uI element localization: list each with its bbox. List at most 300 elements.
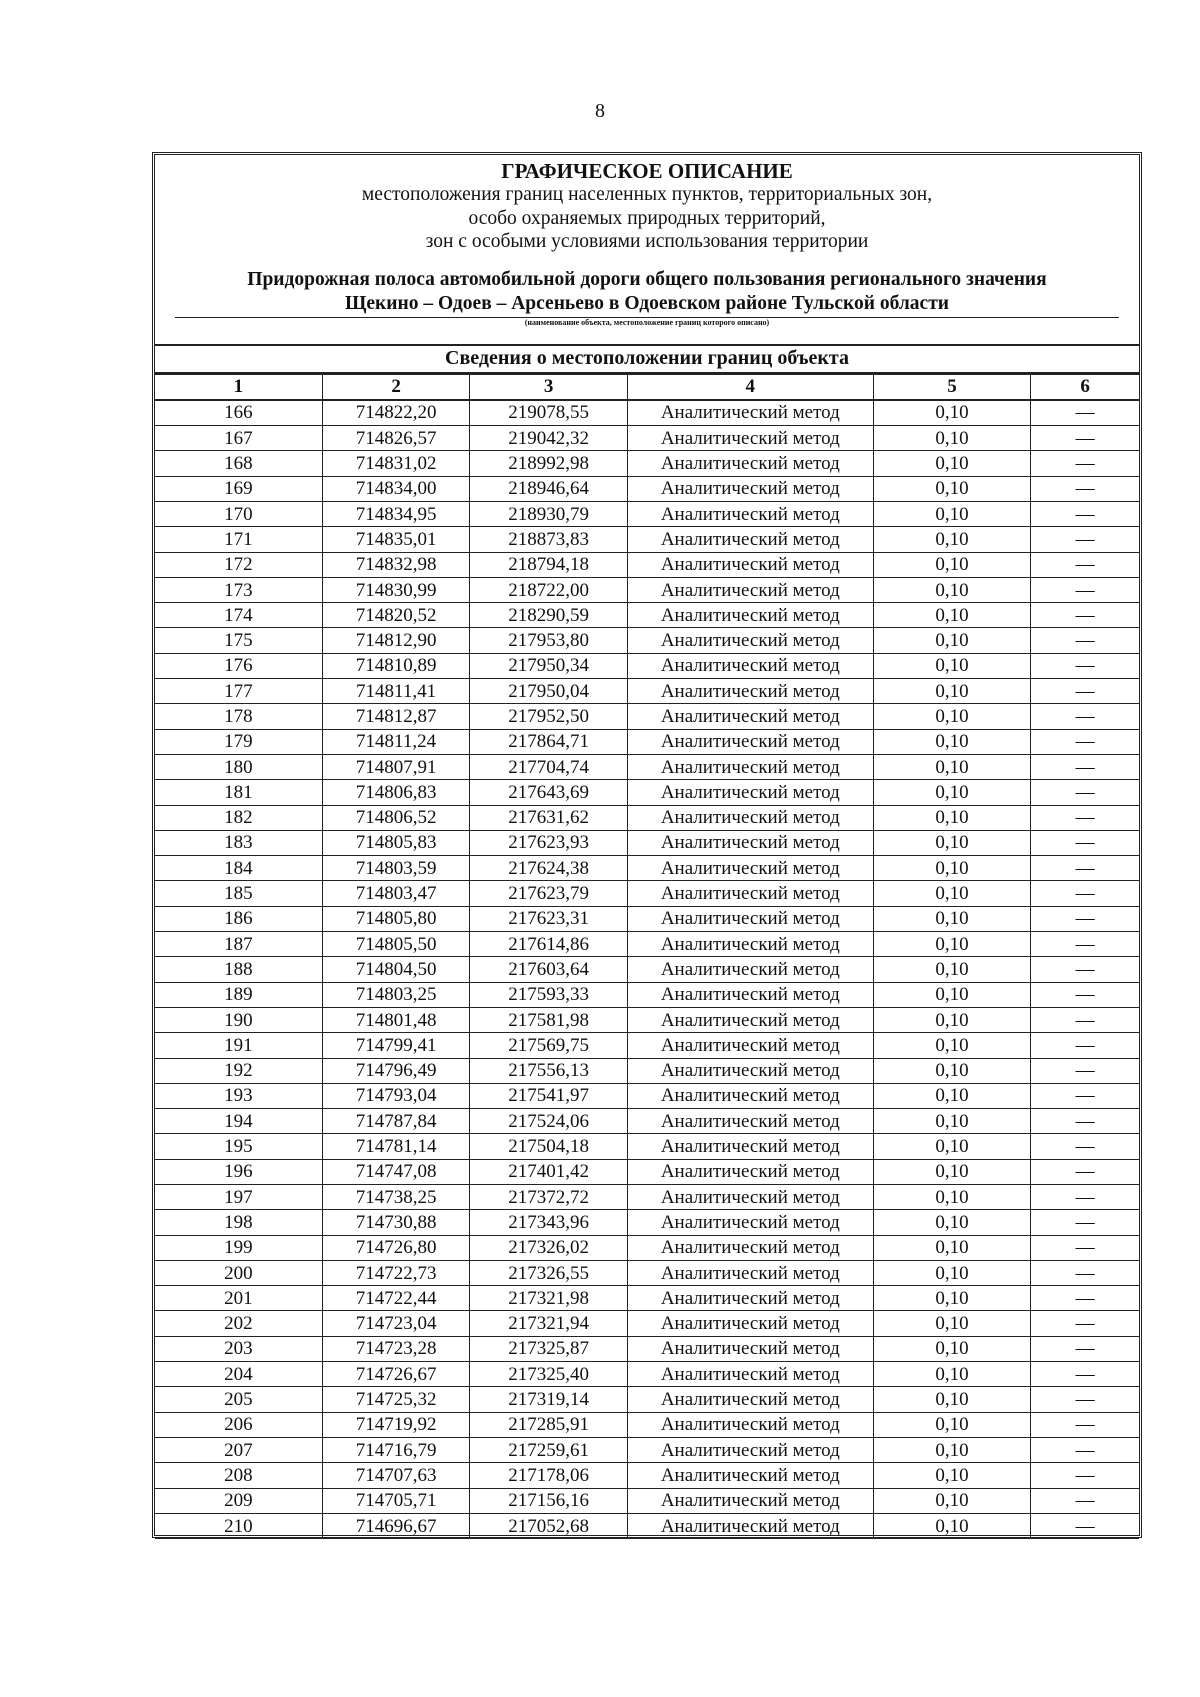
description-cell: — [1031,501,1139,526]
point-number-cell: 199 [155,1235,322,1260]
y-coordinate-cell: 217259,61 [470,1437,627,1462]
object-name-line: Щекино – Одоев – Арсеньево в Одоевском районе Тульской области [344,292,950,314]
x-coordinate-cell: 714822,20 [322,400,470,426]
accuracy-cell: 0,10 [873,1513,1030,1538]
point-number-cell: 209 [155,1488,322,1513]
method-cell: Аналитический метод [627,1463,873,1488]
accuracy-cell: 0,10 [873,932,1030,957]
accuracy-cell: 0,10 [873,704,1030,729]
method-cell: Аналитический метод [627,451,873,476]
method-cell: Аналитический метод [627,1007,873,1032]
point-number-cell: 210 [155,1513,322,1538]
x-coordinate-cell: 714801,48 [322,1007,470,1032]
point-number-cell: 189 [155,982,322,1007]
y-coordinate-cell: 217156,16 [470,1488,627,1513]
point-number-cell: 181 [155,780,322,805]
point-number-cell: 179 [155,729,322,754]
table-row [155,679,1139,704]
point-number-cell: 166 [155,400,322,426]
x-coordinate-cell: 714726,67 [322,1362,470,1387]
y-coordinate-cell: 217178,06 [470,1463,627,1488]
method-cell: Аналитический метод [627,729,873,754]
y-coordinate-cell: 217581,98 [470,1007,627,1032]
table-row [155,957,1139,982]
point-number-cell: 198 [155,1210,322,1235]
y-coordinate-cell: 217950,04 [470,679,627,704]
description-cell: — [1031,1109,1139,1134]
x-coordinate-cell: 714826,57 [322,426,470,451]
description-cell: — [1031,982,1139,1007]
accuracy-cell: 0,10 [873,957,1030,982]
y-coordinate-cell: 217285,91 [470,1412,627,1437]
method-cell: Аналитический метод [627,1260,873,1285]
point-number-cell: 191 [155,1033,322,1058]
accuracy-cell: 0,10 [873,1109,1030,1134]
accuracy-cell: 0,10 [873,1286,1030,1311]
y-coordinate-cell: 217643,69 [470,780,627,805]
method-cell: Аналитический метод [627,653,873,678]
accuracy-cell: 0,10 [873,982,1030,1007]
accuracy-cell: 0,10 [873,1235,1030,1260]
table-row [155,1437,1139,1462]
x-coordinate-cell: 714835,01 [322,527,470,552]
method-cell: Аналитический метод [627,1387,873,1412]
table-row [155,1159,1139,1184]
description-cell: — [1031,1311,1139,1336]
point-number-cell: 186 [155,906,322,931]
method-cell: Аналитический метод [627,1185,873,1210]
y-coordinate-cell: 217631,62 [470,805,627,830]
x-coordinate-cell: 714787,84 [322,1109,470,1134]
y-coordinate-cell: 217343,96 [470,1210,627,1235]
table-row [155,1058,1139,1083]
description-cell: — [1031,1336,1139,1361]
method-cell: Аналитический метод [627,881,873,906]
x-coordinate-cell: 714804,50 [322,957,470,982]
description-cell: — [1031,1463,1139,1488]
y-coordinate-cell: 219042,32 [470,426,627,451]
x-coordinate-cell: 714793,04 [322,1083,470,1108]
y-coordinate-cell: 217864,71 [470,729,627,754]
point-number-cell: 188 [155,957,322,982]
method-cell: Аналитический метод [627,476,873,501]
method-cell: Аналитический метод [627,856,873,881]
y-coordinate-cell: 218290,59 [470,603,627,628]
y-coordinate-cell: 218930,79 [470,501,627,526]
description-cell: — [1031,830,1139,855]
x-coordinate-cell: 714722,73 [322,1260,470,1285]
table-row [155,628,1139,653]
description-cell: — [1031,1235,1139,1260]
x-coordinate-cell: 714738,25 [322,1185,470,1210]
description-cell: — [1031,1260,1139,1285]
point-number-cell: 187 [155,932,322,957]
method-cell: Аналитический метод [627,501,873,526]
y-coordinate-cell: 217541,97 [470,1083,627,1108]
method-cell: Аналитический метод [627,1437,873,1462]
accuracy-cell: 0,10 [873,1159,1030,1184]
description-cell: — [1031,1286,1139,1311]
accuracy-cell: 0,10 [873,881,1030,906]
method-cell: Аналитический метод [627,906,873,931]
accuracy-cell: 0,10 [873,1210,1030,1235]
y-coordinate-cell: 218794,18 [470,552,627,577]
x-coordinate-cell: 714820,52 [322,603,470,628]
y-coordinate-cell: 217556,13 [470,1058,627,1083]
point-number-cell: 169 [155,476,322,501]
point-number-cell: 178 [155,704,322,729]
table-row [155,704,1139,729]
y-coordinate-cell: 219078,55 [470,400,627,426]
accuracy-cell: 0,10 [873,628,1030,653]
description-cell: — [1031,856,1139,881]
x-coordinate-cell: 714723,28 [322,1336,470,1361]
point-number-cell: 207 [155,1437,322,1462]
point-number-cell: 168 [155,451,322,476]
point-number-cell: 208 [155,1463,322,1488]
method-cell: Аналитический метод [627,1033,873,1058]
method-cell: Аналитический метод [627,1058,873,1083]
y-coordinate-cell: 217623,93 [470,830,627,855]
x-coordinate-cell: 714796,49 [322,1058,470,1083]
description-cell: — [1031,1033,1139,1058]
table-row [155,552,1139,577]
method-cell: Аналитический метод [627,805,873,830]
method-cell: Аналитический метод [627,1159,873,1184]
x-coordinate-cell: 714725,32 [322,1387,470,1412]
column-header: 5 [873,374,1030,400]
coordinates-table [155,374,1139,1540]
x-coordinate-cell: 714811,24 [322,729,470,754]
method-cell: Аналитический метод [627,1362,873,1387]
y-coordinate-cell: 217321,98 [470,1286,627,1311]
section-title: Сведения о местоположении границ объекта [155,344,1139,374]
method-cell: Аналитический метод [627,1311,873,1336]
accuracy-cell: 0,10 [873,1311,1030,1336]
table-row [155,527,1139,552]
method-cell: Аналитический метод [627,780,873,805]
method-cell: Аналитический метод [627,577,873,602]
y-coordinate-cell: 218722,00 [470,577,627,602]
object-name [155,268,1139,316]
description-cell: — [1031,603,1139,628]
point-number-cell: 201 [155,1286,322,1311]
table-row [155,1336,1139,1361]
y-coordinate-cell: 217401,42 [470,1159,627,1184]
x-coordinate-cell: 714723,04 [322,1311,470,1336]
method-cell: Аналитический метод [627,1336,873,1361]
table-row [155,982,1139,1007]
accuracy-cell: 0,10 [873,780,1030,805]
description-cell: — [1031,426,1139,451]
y-coordinate-cell: 218873,83 [470,527,627,552]
table-row [155,653,1139,678]
accuracy-cell: 0,10 [873,1412,1030,1437]
y-coordinate-cell: 217325,87 [470,1336,627,1361]
x-coordinate-cell: 714806,52 [322,805,470,830]
page-number: 8 [595,100,605,122]
y-coordinate-cell: 218992,98 [470,451,627,476]
y-coordinate-cell: 217325,40 [470,1362,627,1387]
description-cell: — [1031,1387,1139,1412]
table-row [155,400,1139,426]
table-row [155,1033,1139,1058]
point-number-cell: 170 [155,501,322,526]
method-cell: Аналитический метод [627,1134,873,1159]
method-cell: Аналитический метод [627,603,873,628]
table-row [155,1463,1139,1488]
column-header: 2 [322,374,470,400]
table-row [155,1109,1139,1134]
description-cell: — [1031,932,1139,957]
table-row [155,1134,1139,1159]
table-row [155,754,1139,779]
accuracy-cell: 0,10 [873,577,1030,602]
x-coordinate-cell: 714832,98 [322,552,470,577]
description-cell: — [1031,729,1139,754]
accuracy-cell: 0,10 [873,451,1030,476]
accuracy-cell: 0,10 [873,1083,1030,1108]
y-coordinate-cell: 217593,33 [470,982,627,1007]
method-cell: Аналитический метод [627,426,873,451]
column-header: 3 [470,374,627,400]
point-number-cell: 172 [155,552,322,577]
point-number-cell: 184 [155,856,322,881]
y-coordinate-cell: 217569,75 [470,1033,627,1058]
description-cell: — [1031,400,1139,426]
description-cell: — [1031,906,1139,931]
accuracy-cell: 0,10 [873,1387,1030,1412]
document-title: ГРАФИЧЕСКОЕ ОПИСАНИЕ [501,159,793,183]
x-coordinate-cell: 714781,14 [322,1134,470,1159]
y-coordinate-cell: 217623,79 [470,881,627,906]
table-row [155,932,1139,957]
description-cell: — [1031,628,1139,653]
method-cell: Аналитический метод [627,400,873,426]
description-cell: — [1031,653,1139,678]
description-line: зон с особыми условиями использования территории [425,231,869,252]
point-number-cell: 202 [155,1311,322,1336]
object-note: (наименование объекта, местоположение границ которого описано) [524,317,770,327]
x-coordinate-cell: 714806,83 [322,780,470,805]
table-row [155,1513,1139,1538]
table-row [155,1311,1139,1336]
x-coordinate-cell: 714834,00 [322,476,470,501]
x-coordinate-cell: 714747,08 [322,1159,470,1184]
table-row [155,1260,1139,1285]
description-cell: — [1031,957,1139,982]
point-number-cell: 175 [155,628,322,653]
accuracy-cell: 0,10 [873,830,1030,855]
table-row [155,780,1139,805]
y-coordinate-cell: 217950,34 [470,653,627,678]
point-number-cell: 176 [155,653,322,678]
method-cell: Аналитический метод [627,679,873,704]
description-cell: — [1031,1437,1139,1462]
table-row [155,729,1139,754]
description-cell: — [1031,1134,1139,1159]
accuracy-cell: 0,10 [873,426,1030,451]
description-cell: — [1031,881,1139,906]
accuracy-cell: 0,10 [873,400,1030,426]
accuracy-cell: 0,10 [873,476,1030,501]
accuracy-cell: 0,10 [873,856,1030,881]
table-row [155,856,1139,881]
x-coordinate-cell: 714812,90 [322,628,470,653]
accuracy-cell: 0,10 [873,1007,1030,1032]
accuracy-cell: 0,10 [873,1463,1030,1488]
point-number-cell: 182 [155,805,322,830]
description-cell: — [1031,1488,1139,1513]
table-row [155,881,1139,906]
description-cell: — [1031,1412,1139,1437]
point-number-cell: 185 [155,881,322,906]
y-coordinate-cell: 217372,72 [470,1185,627,1210]
column-header: 6 [1031,374,1139,400]
accuracy-cell: 0,10 [873,679,1030,704]
method-cell: Аналитический метод [627,1488,873,1513]
point-number-cell: 190 [155,1007,322,1032]
x-coordinate-cell: 714803,25 [322,982,470,1007]
point-number-cell: 192 [155,1058,322,1083]
description-cell: — [1031,780,1139,805]
point-number-cell: 180 [155,754,322,779]
method-cell: Аналитический метод [627,1412,873,1437]
x-coordinate-cell: 714716,79 [322,1437,470,1462]
table-row [155,906,1139,931]
y-coordinate-cell: 217326,55 [470,1260,627,1285]
y-coordinate-cell: 217321,94 [470,1311,627,1336]
description-cell: — [1031,805,1139,830]
accuracy-cell: 0,10 [873,501,1030,526]
point-number-cell: 174 [155,603,322,628]
y-coordinate-cell: 217952,50 [470,704,627,729]
x-coordinate-cell: 714696,67 [322,1513,470,1538]
y-coordinate-cell: 217504,18 [470,1134,627,1159]
accuracy-cell: 0,10 [873,1058,1030,1083]
table-row [155,451,1139,476]
description-cell: — [1031,1210,1139,1235]
description-cell: — [1031,704,1139,729]
description-cell: — [1031,527,1139,552]
accuracy-cell: 0,10 [873,552,1030,577]
table-row [155,1007,1139,1032]
table-row [155,1412,1139,1437]
description-cell: — [1031,552,1139,577]
accuracy-cell: 0,10 [873,906,1030,931]
method-cell: Аналитический метод [627,1235,873,1260]
point-number-cell: 197 [155,1185,322,1210]
point-number-cell: 194 [155,1109,322,1134]
method-cell: Аналитический метод [627,1286,873,1311]
x-coordinate-cell: 714807,91 [322,754,470,779]
method-cell: Аналитический метод [627,957,873,982]
description-cell: — [1031,1058,1139,1083]
table-row [155,1210,1139,1235]
y-coordinate-cell: 217704,74 [470,754,627,779]
description-cell: — [1031,476,1139,501]
point-number-cell: 203 [155,1336,322,1361]
method-cell: Аналитический метод [627,1109,873,1134]
accuracy-cell: 0,10 [873,527,1030,552]
point-number-cell: 183 [155,830,322,855]
y-coordinate-cell: 217614,86 [470,932,627,957]
accuracy-cell: 0,10 [873,1362,1030,1387]
method-cell: Аналитический метод [627,982,873,1007]
accuracy-cell: 0,10 [873,603,1030,628]
x-coordinate-cell: 714810,89 [322,653,470,678]
method-cell: Аналитический метод [627,932,873,957]
y-coordinate-cell: 217623,31 [470,906,627,931]
x-coordinate-cell: 714803,47 [322,881,470,906]
point-number-cell: 196 [155,1159,322,1184]
table-row [155,501,1139,526]
table-row [155,426,1139,451]
accuracy-cell: 0,10 [873,1437,1030,1462]
y-coordinate-cell: 217624,38 [470,856,627,881]
x-coordinate-cell: 714831,02 [322,451,470,476]
x-coordinate-cell: 714805,50 [322,932,470,957]
x-coordinate-cell: 714726,80 [322,1235,470,1260]
x-coordinate-cell: 714803,59 [322,856,470,881]
point-number-cell: 200 [155,1260,322,1285]
x-coordinate-cell: 714812,87 [322,704,470,729]
table-row [155,1235,1139,1260]
y-coordinate-cell: 217319,14 [470,1387,627,1412]
x-coordinate-cell: 714722,44 [322,1286,470,1311]
accuracy-cell: 0,10 [873,805,1030,830]
point-number-cell: 167 [155,426,322,451]
x-coordinate-cell: 714834,95 [322,501,470,526]
x-coordinate-cell: 714707,63 [322,1463,470,1488]
table-row [155,603,1139,628]
point-number-cell: 177 [155,679,322,704]
y-coordinate-cell: 218946,64 [470,476,627,501]
method-cell: Аналитический метод [627,628,873,653]
point-number-cell: 206 [155,1412,322,1437]
point-number-cell: 205 [155,1387,322,1412]
x-coordinate-cell: 714805,80 [322,906,470,931]
document-frame [152,152,1142,1538]
description-cell: — [1031,679,1139,704]
table-row [155,1286,1139,1311]
method-cell: Аналитический метод [627,1210,873,1235]
table-row [155,805,1139,830]
description-cell: — [1031,1185,1139,1210]
x-coordinate-cell: 714805,83 [322,830,470,855]
table-row [155,1387,1139,1412]
description-cell: — [1031,577,1139,602]
method-cell: Аналитический метод [627,1513,873,1538]
accuracy-cell: 0,10 [873,653,1030,678]
y-coordinate-cell: 217524,06 [470,1109,627,1134]
table-header-row [155,374,1139,400]
column-header: 4 [627,374,873,400]
description-line: местоположения границ населенных пунктов, территориальных зон, [361,184,933,205]
table-row [155,830,1139,855]
x-coordinate-cell: 714705,71 [322,1488,470,1513]
point-number-cell: 171 [155,527,322,552]
point-number-cell: 173 [155,577,322,602]
method-cell: Аналитический метод [627,704,873,729]
method-cell: Аналитический метод [627,1083,873,1108]
accuracy-cell: 0,10 [873,1488,1030,1513]
table-row [155,1488,1139,1513]
description-cell: — [1031,1513,1139,1538]
description-line: особо охраняемых природных территорий, [468,207,826,229]
y-coordinate-cell: 217953,80 [470,628,627,653]
accuracy-cell: 0,10 [873,729,1030,754]
